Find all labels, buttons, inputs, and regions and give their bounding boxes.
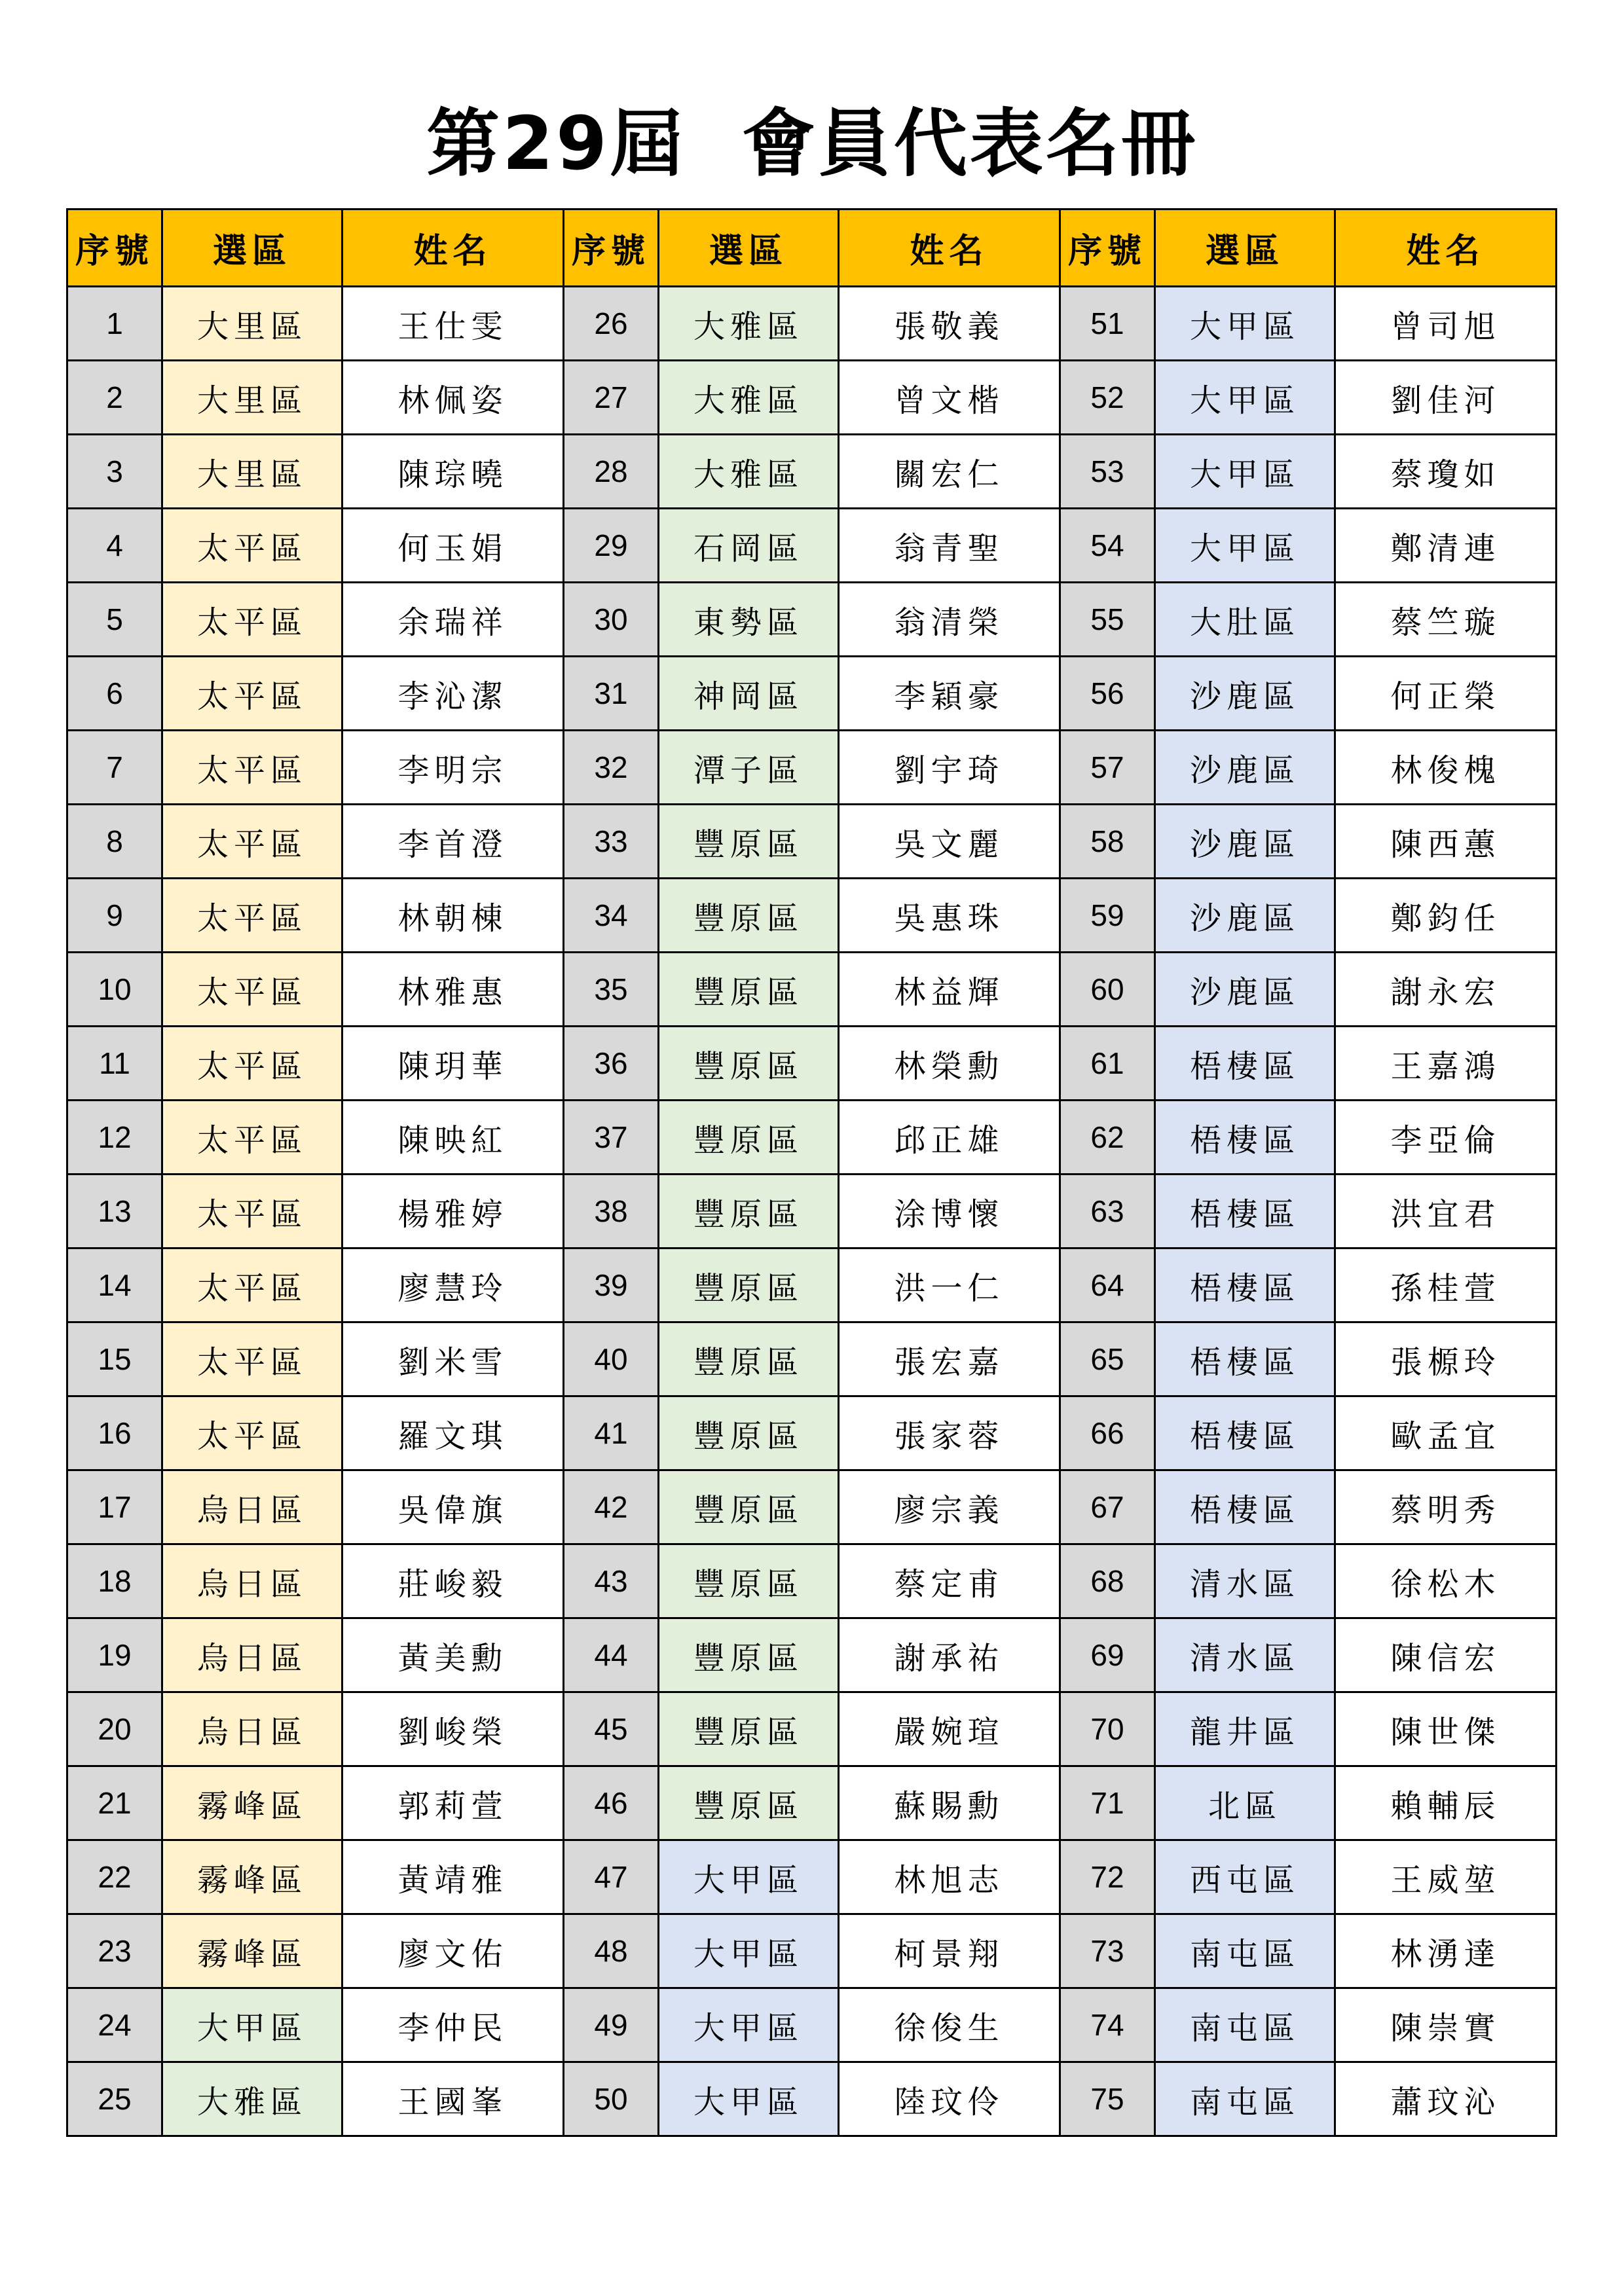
member-name: 蔡竺璇 <box>1335 583 1557 657</box>
member-name: 翁清榮 <box>839 583 1060 657</box>
member-number: 7 <box>67 731 162 805</box>
member-number: 16 <box>67 1396 162 1470</box>
member-number: 30 <box>564 583 659 657</box>
member-name: 林俊槐 <box>1335 731 1557 805</box>
member-number: 49 <box>564 1988 659 2062</box>
member-name: 廖文佑 <box>342 1914 564 1988</box>
member-number: 35 <box>564 953 659 1027</box>
member-district: 南屯區 <box>1155 1988 1335 2062</box>
member-number: 24 <box>67 1988 162 2062</box>
member-number: 45 <box>564 1692 659 1766</box>
member-name: 李穎豪 <box>839 657 1060 731</box>
member-number: 68 <box>1060 1544 1155 1618</box>
member-district: 梧棲區 <box>1155 1396 1335 1470</box>
member-district: 梧棲區 <box>1155 1027 1335 1101</box>
member-name: 鄭清連 <box>1335 509 1557 583</box>
member-district: 豐原區 <box>659 1248 839 1322</box>
member-number: 5 <box>67 583 162 657</box>
member-name: 翁青聖 <box>839 509 1060 583</box>
member-name: 陳映紅 <box>342 1101 564 1175</box>
table-row <box>67 731 1557 805</box>
member-name: 謝永宏 <box>1335 953 1557 1027</box>
table-row <box>67 583 1557 657</box>
member-district: 大雅區 <box>162 2062 342 2136</box>
member-district: 豐原區 <box>659 1766 839 1840</box>
header-no: 序號 <box>67 210 162 287</box>
member-number: 74 <box>1060 1988 1155 2062</box>
member-name: 廖慧玲 <box>342 1248 564 1322</box>
table-row <box>67 879 1557 953</box>
member-number: 59 <box>1060 879 1155 953</box>
member-number: 58 <box>1060 805 1155 879</box>
member-district: 豐原區 <box>659 1618 839 1692</box>
table-row <box>67 1175 1557 1248</box>
member-name: 黃美勳 <box>342 1618 564 1692</box>
member-number: 67 <box>1060 1470 1155 1544</box>
table-row <box>67 361 1557 435</box>
member-number: 71 <box>1060 1766 1155 1840</box>
member-district: 石岡區 <box>659 509 839 583</box>
member-district: 豐原區 <box>659 1396 839 1470</box>
table-row <box>67 1692 1557 1766</box>
member-name: 鄭鈞任 <box>1335 879 1557 953</box>
member-district: 太平區 <box>162 583 342 657</box>
member-number: 21 <box>67 1766 162 1840</box>
member-district: 烏日區 <box>162 1618 342 1692</box>
member-district: 豐原區 <box>659 1544 839 1618</box>
member-number: 34 <box>564 879 659 953</box>
member-name: 邱正雄 <box>839 1101 1060 1175</box>
member-district: 霧峰區 <box>162 1840 342 1914</box>
member-number: 19 <box>67 1618 162 1692</box>
member-district: 太平區 <box>162 509 342 583</box>
member-district: 太平區 <box>162 1322 342 1396</box>
member-name: 余瑞祥 <box>342 583 564 657</box>
member-name: 賴輔辰 <box>1335 1766 1557 1840</box>
header-row <box>67 210 1557 287</box>
member-name: 陸玟伶 <box>839 2062 1060 2136</box>
member-number: 42 <box>564 1470 659 1544</box>
member-district: 西屯區 <box>1155 1840 1335 1914</box>
member-name: 林佩姿 <box>342 361 564 435</box>
member-number: 17 <box>67 1470 162 1544</box>
member-district: 豐原區 <box>659 1692 839 1766</box>
member-number: 32 <box>564 731 659 805</box>
member-number: 3 <box>67 435 162 509</box>
member-district: 大甲區 <box>1155 361 1335 435</box>
roster-body <box>67 287 1557 2136</box>
member-name: 林朝棟 <box>342 879 564 953</box>
member-number: 11 <box>67 1027 162 1101</box>
member-number: 6 <box>67 657 162 731</box>
table-row <box>67 1396 1557 1470</box>
member-district: 烏日區 <box>162 1544 342 1618</box>
member-district: 豐原區 <box>659 879 839 953</box>
member-number: 4 <box>67 509 162 583</box>
member-name: 林旭志 <box>839 1840 1060 1914</box>
member-name: 蔡明秀 <box>1335 1470 1557 1544</box>
member-name: 蔡瓊如 <box>1335 435 1557 509</box>
member-district: 神岡區 <box>659 657 839 731</box>
member-name: 蔡定甫 <box>839 1544 1060 1618</box>
member-number: 54 <box>1060 509 1155 583</box>
member-number: 43 <box>564 1544 659 1618</box>
member-district: 豐原區 <box>659 1322 839 1396</box>
table-row <box>67 1101 1557 1175</box>
member-name: 陳西蕙 <box>1335 805 1557 879</box>
member-number: 39 <box>564 1248 659 1322</box>
member-name: 莊峻毅 <box>342 1544 564 1618</box>
member-district: 北區 <box>1155 1766 1335 1840</box>
member-number: 56 <box>1060 657 1155 731</box>
member-district: 太平區 <box>162 657 342 731</box>
member-district: 烏日區 <box>162 1692 342 1766</box>
member-name: 何正榮 <box>1335 657 1557 731</box>
member-district: 太平區 <box>162 1248 342 1322</box>
member-number: 15 <box>67 1322 162 1396</box>
member-name: 李亞倫 <box>1335 1101 1557 1175</box>
member-name: 劉峻榮 <box>342 1692 564 1766</box>
member-district: 沙鹿區 <box>1155 657 1335 731</box>
member-district: 豐原區 <box>659 805 839 879</box>
table-row <box>67 657 1557 731</box>
member-number: 37 <box>564 1101 659 1175</box>
member-number: 69 <box>1060 1618 1155 1692</box>
member-district: 大甲區 <box>659 2062 839 2136</box>
member-number: 28 <box>564 435 659 509</box>
member-name: 王仕雯 <box>342 287 564 361</box>
table-row <box>67 1470 1557 1544</box>
member-name: 蘇賜勳 <box>839 1766 1060 1840</box>
member-district: 豐原區 <box>659 953 839 1027</box>
member-district: 豐原區 <box>659 1175 839 1248</box>
member-name: 吳惠珠 <box>839 879 1060 953</box>
member-number: 20 <box>67 1692 162 1766</box>
member-number: 60 <box>1060 953 1155 1027</box>
member-number: 62 <box>1060 1101 1155 1175</box>
member-name: 蕭玟沁 <box>1335 2062 1557 2136</box>
member-number: 31 <box>564 657 659 731</box>
member-district: 大甲區 <box>659 1840 839 1914</box>
member-district: 太平區 <box>162 1101 342 1175</box>
member-district: 大甲區 <box>659 1914 839 1988</box>
member-district: 大甲區 <box>659 1988 839 2062</box>
header-name: 姓名 <box>839 210 1060 287</box>
member-district: 太平區 <box>162 953 342 1027</box>
member-name: 廖宗義 <box>839 1470 1060 1544</box>
member-name: 李仲民 <box>342 1988 564 2062</box>
member-district: 南屯區 <box>1155 2062 1335 2136</box>
member-district: 清水區 <box>1155 1544 1335 1618</box>
table-row <box>67 1322 1557 1396</box>
header-district: 選區 <box>162 210 342 287</box>
member-name: 林榮勳 <box>839 1027 1060 1101</box>
header-district: 選區 <box>1155 210 1335 287</box>
member-name: 劉宇琦 <box>839 731 1060 805</box>
member-district: 大雅區 <box>659 361 839 435</box>
member-number: 41 <box>564 1396 659 1470</box>
member-number: 55 <box>1060 583 1155 657</box>
member-number: 13 <box>67 1175 162 1248</box>
table-row <box>67 2062 1557 2136</box>
member-number: 29 <box>564 509 659 583</box>
member-name: 張榞玲 <box>1335 1322 1557 1396</box>
member-name: 歐孟宜 <box>1335 1396 1557 1470</box>
member-name: 徐俊生 <box>839 1988 1060 2062</box>
member-name: 李沁潔 <box>342 657 564 731</box>
member-number: 8 <box>67 805 162 879</box>
member-district: 清水區 <box>1155 1618 1335 1692</box>
table-row <box>67 1248 1557 1322</box>
member-name: 王嘉鴻 <box>1335 1027 1557 1101</box>
member-name: 徐松木 <box>1335 1544 1557 1618</box>
table-row <box>67 509 1557 583</box>
member-district: 大里區 <box>162 287 342 361</box>
member-district: 大甲區 <box>162 1988 342 2062</box>
member-name: 何玉娟 <box>342 509 564 583</box>
member-district: 豐原區 <box>659 1027 839 1101</box>
member-name: 羅文琪 <box>342 1396 564 1470</box>
member-name: 林益輝 <box>839 953 1060 1027</box>
table-row <box>67 953 1557 1027</box>
member-number: 61 <box>1060 1027 1155 1101</box>
member-name: 王國峯 <box>342 2062 564 2136</box>
table-row <box>67 435 1557 509</box>
member-district: 大雅區 <box>659 435 839 509</box>
table-row <box>67 1766 1557 1840</box>
member-number: 2 <box>67 361 162 435</box>
member-number: 40 <box>564 1322 659 1396</box>
table-row <box>67 1544 1557 1618</box>
member-number: 64 <box>1060 1248 1155 1322</box>
member-name: 李明宗 <box>342 731 564 805</box>
member-district: 大里區 <box>162 435 342 509</box>
member-number: 48 <box>564 1914 659 1988</box>
member-district: 太平區 <box>162 1027 342 1101</box>
member-number: 26 <box>564 287 659 361</box>
member-name: 陳信宏 <box>1335 1618 1557 1692</box>
page-title: 第29屆 會員代表名冊 <box>426 101 1198 187</box>
member-name: 吳偉旗 <box>342 1470 564 1544</box>
member-number: 25 <box>67 2062 162 2136</box>
member-name: 林湧達 <box>1335 1914 1557 1988</box>
member-number: 27 <box>564 361 659 435</box>
header-name: 姓名 <box>342 210 564 287</box>
member-name: 楊雅婷 <box>342 1175 564 1248</box>
table-row <box>67 1840 1557 1914</box>
member-name: 劉佳河 <box>1335 361 1557 435</box>
member-number: 46 <box>564 1766 659 1840</box>
member-district: 大甲區 <box>1155 509 1335 583</box>
member-district: 霧峰區 <box>162 1914 342 1988</box>
member-district: 梧棲區 <box>1155 1175 1335 1248</box>
member-name: 謝承祐 <box>839 1618 1060 1692</box>
member-number: 50 <box>564 2062 659 2136</box>
member-number: 12 <box>67 1101 162 1175</box>
member-number: 57 <box>1060 731 1155 805</box>
member-name: 張宏嘉 <box>839 1322 1060 1396</box>
member-district: 梧棲區 <box>1155 1101 1335 1175</box>
member-number: 1 <box>67 287 162 361</box>
member-district: 霧峰區 <box>162 1766 342 1840</box>
member-district: 大肚區 <box>1155 583 1335 657</box>
member-number: 23 <box>67 1914 162 1988</box>
member-number: 44 <box>564 1618 659 1692</box>
member-district: 潭子區 <box>659 731 839 805</box>
member-district: 東勢區 <box>659 583 839 657</box>
member-district: 沙鹿區 <box>1155 879 1335 953</box>
table-row <box>67 1618 1557 1692</box>
member-district: 太平區 <box>162 879 342 953</box>
member-district: 梧棲區 <box>1155 1248 1335 1322</box>
member-district: 沙鹿區 <box>1155 805 1335 879</box>
member-number: 72 <box>1060 1840 1155 1914</box>
member-district: 太平區 <box>162 805 342 879</box>
member-number: 22 <box>67 1840 162 1914</box>
member-number: 70 <box>1060 1692 1155 1766</box>
table-row <box>67 1988 1557 2062</box>
table-row <box>67 1914 1557 1988</box>
member-district: 太平區 <box>162 731 342 805</box>
member-number: 14 <box>67 1248 162 1322</box>
member-number: 33 <box>564 805 659 879</box>
member-name: 劉米雪 <box>342 1322 564 1396</box>
member-number: 9 <box>67 879 162 953</box>
member-name: 關宏仁 <box>839 435 1060 509</box>
table-row <box>67 1027 1557 1101</box>
member-district: 大雅區 <box>659 287 839 361</box>
member-name: 李首澄 <box>342 805 564 879</box>
member-name: 柯景翔 <box>839 1914 1060 1988</box>
member-number: 51 <box>1060 287 1155 361</box>
member-district: 沙鹿區 <box>1155 953 1335 1027</box>
member-number: 66 <box>1060 1396 1155 1470</box>
member-number: 52 <box>1060 361 1155 435</box>
member-number: 38 <box>564 1175 659 1248</box>
member-number: 63 <box>1060 1175 1155 1248</box>
member-name: 陳琮曉 <box>342 435 564 509</box>
member-district: 烏日區 <box>162 1470 342 1544</box>
member-district: 梧棲區 <box>1155 1470 1335 1544</box>
member-name: 張敬義 <box>839 287 1060 361</box>
member-district: 南屯區 <box>1155 1914 1335 1988</box>
member-name: 林雅惠 <box>342 953 564 1027</box>
member-roster-table <box>66 208 1557 2137</box>
member-number: 73 <box>1060 1914 1155 1988</box>
member-name: 王威堃 <box>1335 1840 1557 1914</box>
member-number: 47 <box>564 1840 659 1914</box>
member-number: 10 <box>67 953 162 1027</box>
member-name: 陳世傑 <box>1335 1692 1557 1766</box>
member-name: 陳玥華 <box>342 1027 564 1101</box>
member-district: 沙鹿區 <box>1155 731 1335 805</box>
member-number: 53 <box>1060 435 1155 509</box>
member-district: 龍井區 <box>1155 1692 1335 1766</box>
member-number: 75 <box>1060 2062 1155 2136</box>
header-no: 序號 <box>1060 210 1155 287</box>
member-name: 洪宜君 <box>1335 1175 1557 1248</box>
member-name: 郭莉萱 <box>342 1766 564 1840</box>
member-name: 洪一仁 <box>839 1248 1060 1322</box>
member-district: 豐原區 <box>659 1470 839 1544</box>
member-district: 大甲區 <box>1155 287 1335 361</box>
member-district: 大甲區 <box>1155 435 1335 509</box>
member-name: 曾文楷 <box>839 361 1060 435</box>
member-name: 張家蓉 <box>839 1396 1060 1470</box>
member-name: 黃靖雅 <box>342 1840 564 1914</box>
member-district: 梧棲區 <box>1155 1322 1335 1396</box>
member-name: 吳文麗 <box>839 805 1060 879</box>
member-name: 陳崇實 <box>1335 1988 1557 2062</box>
header-district: 選區 <box>659 210 839 287</box>
member-name: 孫桂萱 <box>1335 1248 1557 1322</box>
header-no: 序號 <box>564 210 659 287</box>
member-district: 太平區 <box>162 1175 342 1248</box>
member-district: 大里區 <box>162 361 342 435</box>
member-name: 嚴婉瑄 <box>839 1692 1060 1766</box>
table-row <box>67 287 1557 361</box>
table-row <box>67 805 1557 879</box>
member-district: 太平區 <box>162 1396 342 1470</box>
header-name: 姓名 <box>1335 210 1557 287</box>
member-name: 涂博懷 <box>839 1175 1060 1248</box>
member-district: 豐原區 <box>659 1101 839 1175</box>
member-number: 65 <box>1060 1322 1155 1396</box>
member-name: 曾司旭 <box>1335 287 1557 361</box>
member-number: 18 <box>67 1544 162 1618</box>
member-number: 36 <box>564 1027 659 1101</box>
